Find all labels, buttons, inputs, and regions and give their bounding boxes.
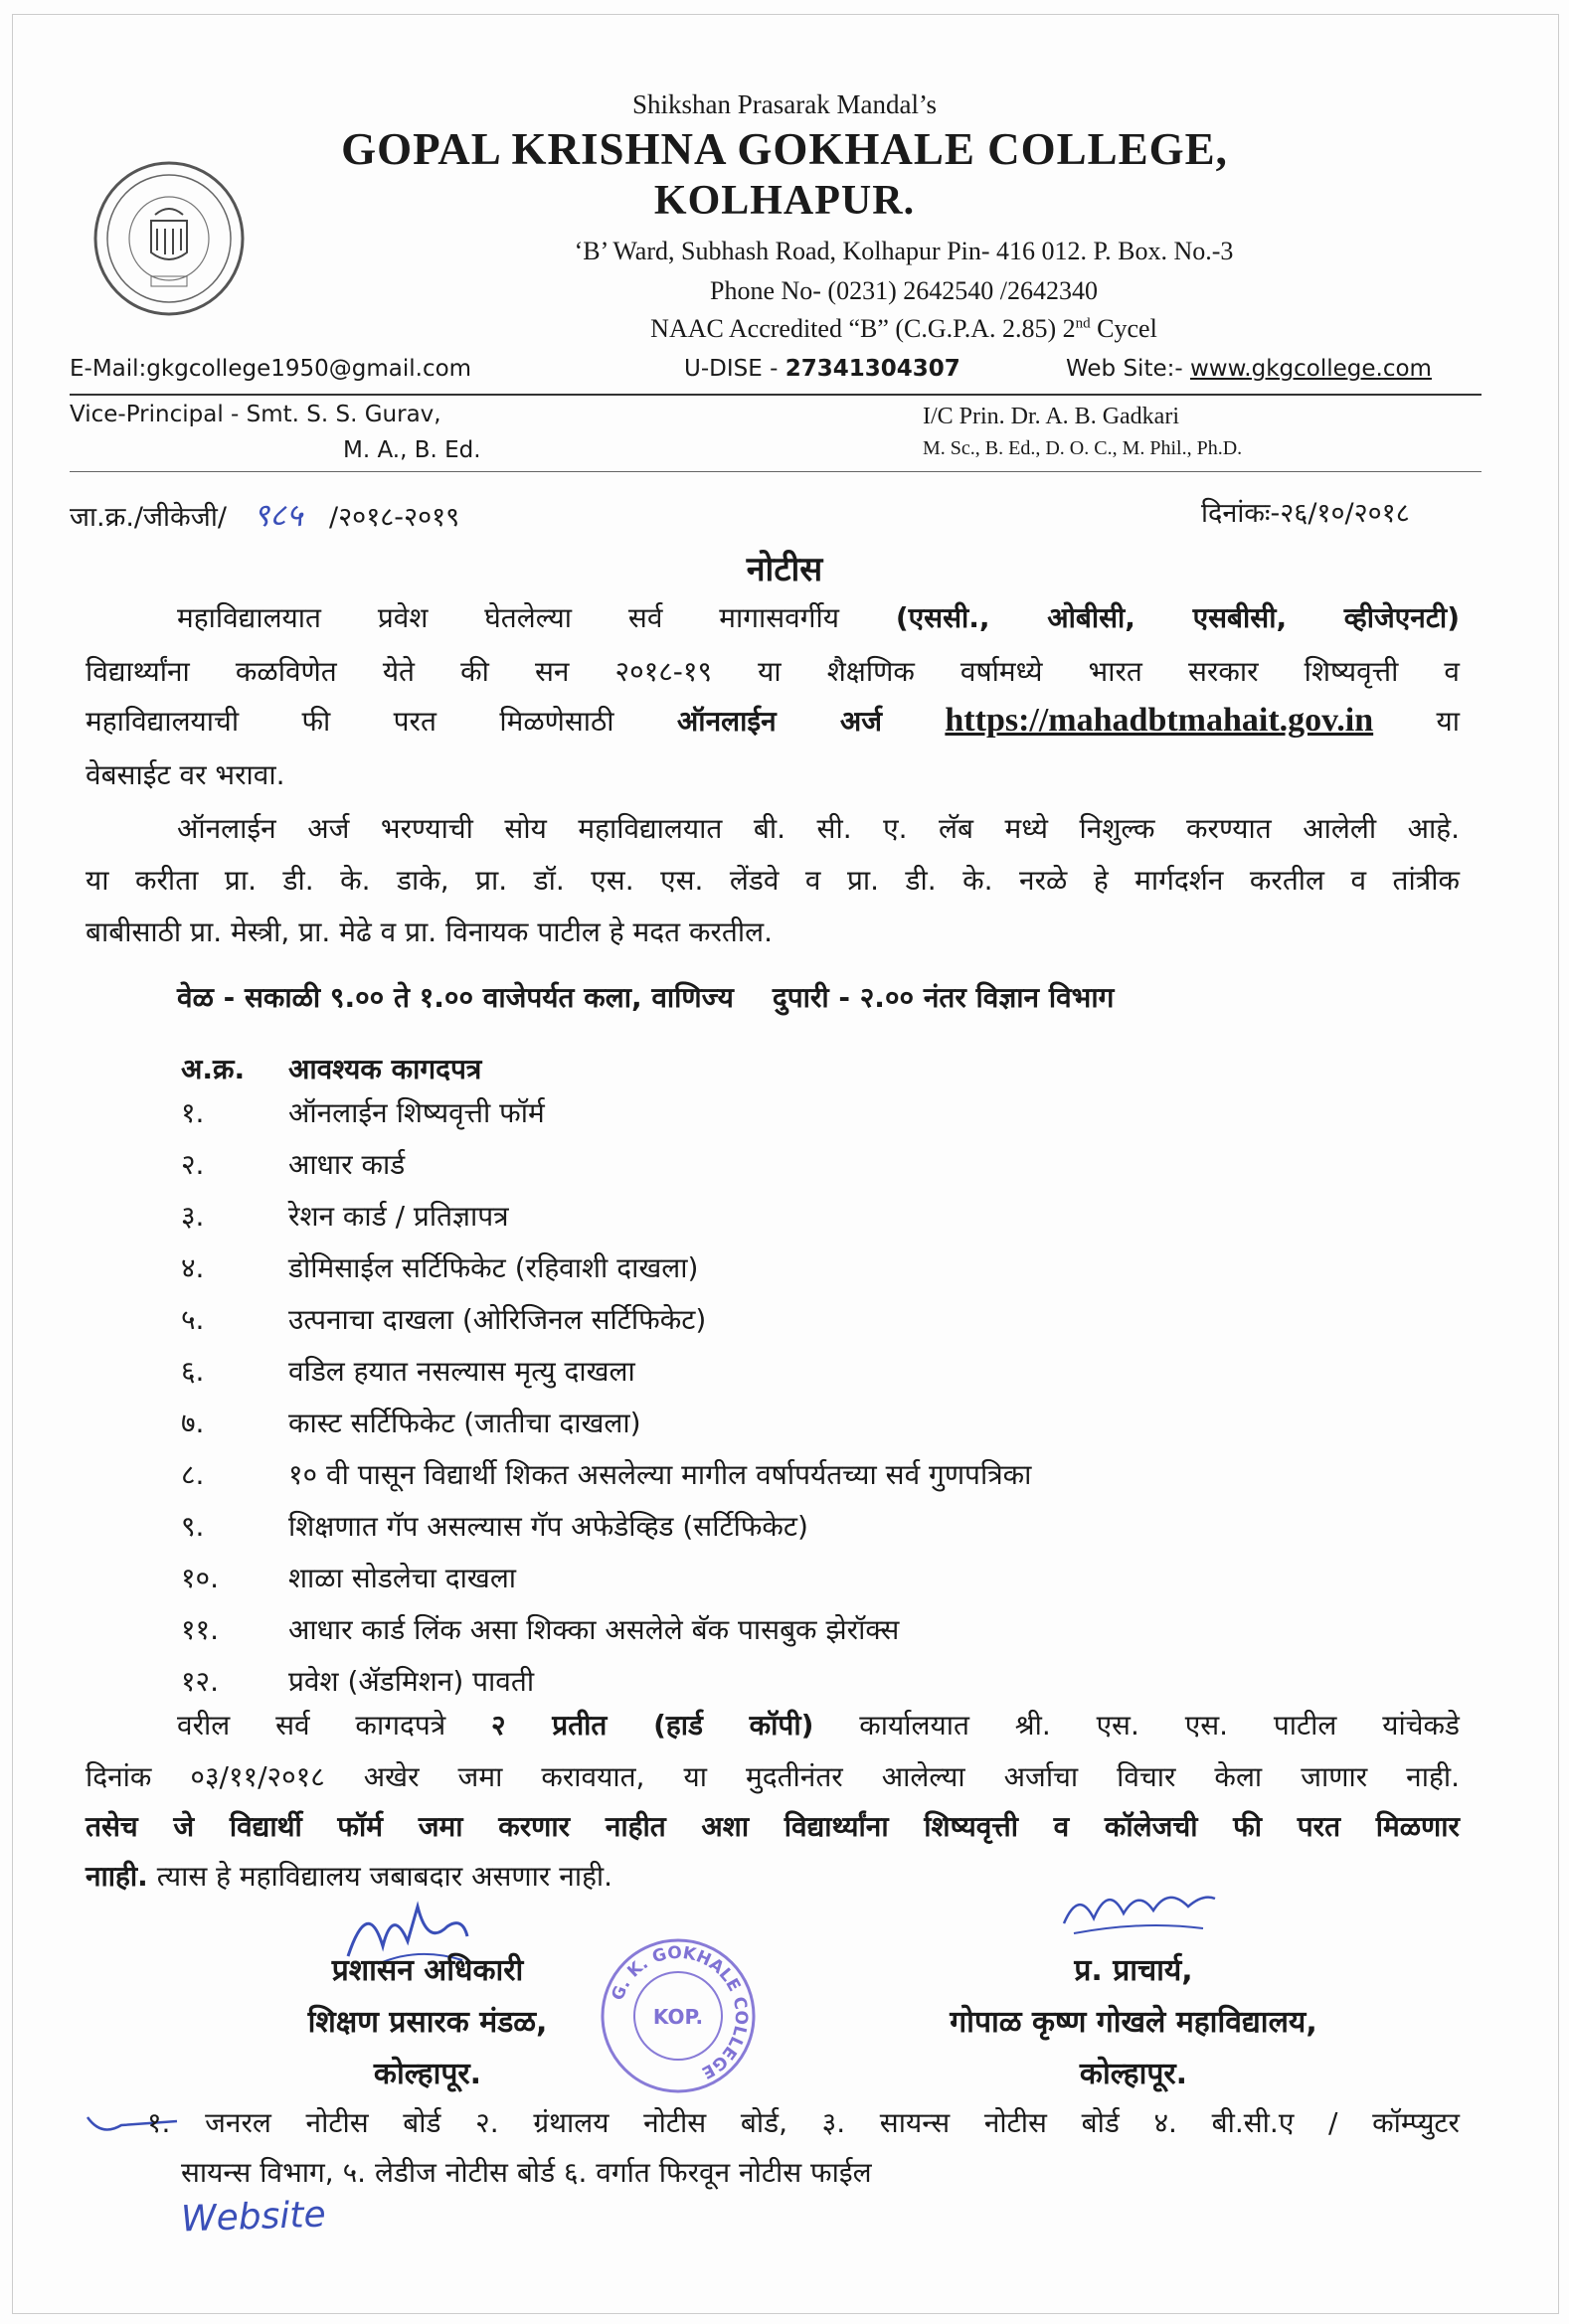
college-website: [1066, 356, 1432, 382]
reference-number: [70, 493, 459, 536]
para3-line3: तसेच जे विद्यार्थी फॉर्म जमा करणार नाहीत अशा विद्यार्थ्यांना शिष्यवृत्ती व कॉलेजची फी परत मिळणार: [86, 1810, 1460, 1843]
para3-line4-text: त्यास हे महाविद्यालय जबाबदार असणार नाही.: [156, 1860, 613, 1893]
para1-line3-end: या: [1436, 705, 1461, 738]
cc-line1: १. जनरल नोटीस बोर्ड २. ग्रंथालय नोटीस बोर्ड, ३. सायन्स नोटीस बोर्ड ४. बी.सी.ए / कॉम्प्युटर: [147, 2106, 1460, 2139]
naac-cycle: Cycel: [1090, 314, 1157, 343]
stamp-center-text: KOP.: [652, 2005, 704, 2029]
para1-line3: [86, 702, 1460, 740]
college-email: E-Mail:gkgcollege1950@gmail.com: [70, 356, 472, 382]
reference-prefix: जा.क्र./जीकेजी/: [70, 502, 227, 533]
udise-label: U-DISE -: [684, 356, 785, 382]
list-item-number: १०.: [181, 1562, 220, 1594]
list-item-number: ६.: [181, 1355, 205, 1388]
college-phone: Phone No- (0231) 2642540 /2642340: [710, 276, 1098, 305]
list-item-text: डोमिसाईल सर्टिफिकेट (रहिवाशी दाखला): [288, 1251, 699, 1284]
para3-line1: [177, 1706, 1460, 1743]
para2-line3: बाबीसाठी प्रा. मेस्त्री, प्रा. मेढे व प्रा. विनायक पाटील हे मदत करतील.: [86, 915, 774, 948]
udise: [684, 356, 960, 382]
list-item-text: शिक्षणात गॅप असल्यास गॅप अफेडेव्हिड (सर्टिफिकेट): [288, 1510, 808, 1543]
mandal-name: Shikshan Prasarak Mandal’s: [632, 89, 937, 119]
reference-handwritten-number: ९८५: [253, 496, 303, 534]
signatory-right-org: गोपाळ कृष्ण गोखले महाविद्यालय,: [950, 2005, 1317, 2040]
college-city: KOLHAPUR.: [653, 178, 916, 224]
cc-line2: सायन्स विभाग, ५. लेडीज नोटीस बोर्ड ६. वर्गात फिरवून नोटीस फाईल: [181, 2156, 872, 2189]
list-item-number: १२.: [181, 1665, 220, 1698]
para3-line1-end: कार्यालयात श्री. एस. एस. पाटील यांचेकडे: [859, 1709, 1460, 1742]
signatory-right-city: कोल्हापूर.: [1079, 2057, 1188, 2091]
para1-line1-text: महाविद्यालयात प्रवेश घेतलेल्या सर्व मागासवर्गीय: [177, 601, 840, 634]
para3-no: नााही.: [86, 1860, 148, 1893]
header-divider-2: [70, 471, 1482, 472]
list-item-text: आधार कार्ड लिंक असा शिक्का असलेले बॅक पासबुक झेरॉक्स: [288, 1613, 900, 1646]
list-item-number: ११.: [181, 1613, 220, 1646]
timing-line: वेळ - सकाळी ९.०० ते १.०० वाजेपर्यत कला, वाणिज्य दुपारी - २.०० नंतर विज्ञान विभाग: [177, 981, 1115, 1014]
website-label: Web Site:-: [1066, 356, 1190, 382]
list-item-number: १.: [181, 1096, 205, 1129]
para2-line2: या करीता प्रा. डी. के. डाके, प्रा. डॉ. एस. एस. लेंडवे व प्रा. डी. के. नरळे हे मार्गदर्शन करतील व तांत्रीक: [86, 864, 1460, 897]
documents-list: [0, 1093, 1569, 1710]
cc-handwritten-website: Website: [180, 2194, 327, 2241]
vice-principal-qualification: M. A., B. Ed.: [343, 437, 481, 463]
website-link[interactable]: www.gkgcollege.com: [1189, 356, 1432, 382]
para1-categories: (एससी., ओबीसी, एसबीसी, व्हीजेएनटी): [895, 601, 1460, 634]
para1-line2: विद्यार्थ्यांना कळविणेत येते की सन २०१८-१९ या शैक्षणिक वर्षामध्ये भारत सरकार शिष्यवृत्ती व: [86, 655, 1460, 688]
college-stamp: [599, 1936, 758, 2095]
list-item-number: २.: [181, 1148, 205, 1181]
list-header-number: अ.क्र.: [181, 1053, 246, 1085]
para2-line1: ऑनलाईन अर्ज भरण्याची सोय महाविद्यालयात बी. सी. ए. लॅब मध्ये निशुल्क करण्यात आलेली आहे.: [177, 812, 1460, 845]
para1-line3-text: महाविद्यालयाची फी परत मिळणेसाठी: [86, 705, 614, 738]
list-item-number: ५.: [181, 1303, 205, 1336]
para3-copies: २ प्रतीत (हार्ड कॉपी): [491, 1709, 814, 1742]
college-address: ‘B’ Ward, Subhash Road, Kolhapur Pin- 416 012. P. Box. No.-3: [574, 237, 1234, 265]
list-item-text: ऑनलाईन शिष्यवृत्ती फॉर्म: [288, 1096, 545, 1129]
signatory-right-title: प्र. प्राचार्य,: [1074, 1953, 1193, 1988]
principal-qualification: M. Sc., B. Ed., D. O. C., M. Phil., Ph.D.: [923, 437, 1243, 459]
list-item-number: ७.: [181, 1407, 205, 1439]
list-item-number: ९.: [181, 1510, 205, 1543]
list-item-number: ८.: [181, 1458, 205, 1491]
naac-superscript: nd: [1075, 315, 1091, 332]
stamp-ring-text: G. K. GOKHALE COLLEGE: [608, 1942, 752, 2082]
para3-line1-text: वरील सर्व कागदपत्रे: [177, 1709, 446, 1742]
notice-date: दिनांकः-२६/१०/२०१८: [1201, 498, 1410, 529]
para1-line1: [177, 598, 1460, 636]
list-item-text: उत्पनाचा दाखला (ओरिजिनल सर्टिफिकेट): [288, 1303, 707, 1336]
vice-principal: Vice-Principal - Smt. S. S. Gurav,: [70, 402, 441, 427]
list-header-title: आवश्यक कागदपत्र: [288, 1053, 482, 1085]
list-item-text: १० वी पासून विद्यार्थी शिकत असलेल्या मागील वर्षापर्यतच्या सर्व गुणपत्रिका: [288, 1458, 1032, 1491]
para1-line4: वेबसाईट वर भरावा.: [86, 758, 285, 791]
reference-year: /२०१८-२०१९: [329, 502, 460, 533]
list-item-number: ३.: [181, 1200, 205, 1233]
principal: I/C Prin. Dr. A. B. Gadkari: [923, 404, 1179, 429]
list-item-number: ४.: [181, 1251, 205, 1284]
list-item-text: रेशन कार्ड / प्रतिज्ञापत्र: [288, 1200, 509, 1233]
list-item-text: कास्ट सर्टिफिकेट (जातीचा दाखला): [288, 1407, 641, 1439]
college-name: GOPAL KRISHNA GOKHALE COLLEGE,: [341, 124, 1228, 174]
list-item-text: शाळा सोडलेचा दाखला: [288, 1562, 517, 1594]
signatory-left-org: शिक्षण प्रसारक मंडळ,: [307, 2005, 548, 2040]
naac-accreditation: [119, 314, 1569, 344]
header-divider: [70, 394, 1482, 396]
para1-online-form: ऑनलाईन अर्ज: [676, 705, 883, 738]
list-item-text: प्रवेश (ॲडमिशन) पावती: [288, 1665, 535, 1698]
notice-title: नोटीस: [746, 550, 823, 589]
list-item-text: आधार कार्ड: [288, 1148, 406, 1181]
mahadbt-url[interactable]: https://mahadbtmahait.gov.in: [945, 702, 1374, 739]
para3-line2: दिनांक ०३/११/२०१८ अखेर जमा करावयात, या मुदतीनंतर आलेल्या अर्जाचा विचार केला जाणार नाही.: [86, 1760, 1460, 1793]
right-signature: [1054, 1869, 1223, 1948]
udise-value: 27341304307: [784, 356, 960, 382]
naac-text: NAAC Accredited “B” (C.G.P.A. 2.85) 2: [650, 314, 1076, 343]
signatory-left-city: कोल्हापूर.: [373, 2057, 482, 2091]
signatory-left-title: प्रशासन अधिकारी: [331, 1953, 524, 1988]
list-item-text: वडिल हयात नसल्यास मृत्यु दाखला: [288, 1355, 635, 1388]
